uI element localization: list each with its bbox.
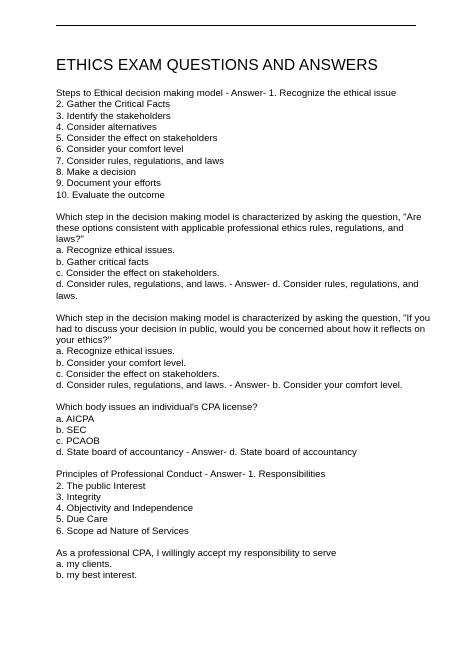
text-line: your ethics?" xyxy=(56,335,112,347)
text-line: a. Recognize ethical issues. xyxy=(56,346,175,358)
text-line: 7. Consider rules, regulations, and laws xyxy=(56,155,224,167)
document-title: ETHICS EXAM QUESTIONS AND ANSWERS xyxy=(56,57,378,74)
text-line: 3. Identify the stakeholders xyxy=(56,110,171,122)
text-line: c. Consider the effect on stakeholders. xyxy=(56,268,220,280)
text-line: b. Consider your comfort level. xyxy=(56,357,187,369)
text-line: laws. xyxy=(56,290,78,302)
text-line: Which step in the decision making model is characterized by asking the question, "Are xyxy=(56,211,422,223)
qa-block xyxy=(56,402,428,458)
text-line: 9. Document your efforts xyxy=(56,178,161,190)
text-line: 5. Consider the effect on stakeholders xyxy=(56,133,218,145)
text-line: As a professional CPA, I willingly accept my responsibility to serve xyxy=(56,547,337,559)
text-line: 8. Make a decision xyxy=(56,167,136,179)
text-line: 10. Evaluate the outcome xyxy=(56,189,165,201)
qa-block xyxy=(56,88,428,201)
document-body xyxy=(56,88,431,592)
text-line: a. Recognize ethical issues. xyxy=(56,245,175,257)
text-line: Which body issues an individual's CPA license? xyxy=(56,402,258,414)
text-line: Principles of Professional Conduct - Answer- 1. Responsibilities xyxy=(56,469,326,481)
text-line: b. Gather critical facts xyxy=(56,256,149,268)
text-line: 6. Scope ad Nature of Services xyxy=(56,525,189,537)
text-line: 3. Integrity xyxy=(56,491,101,503)
text-line: a. my clients. xyxy=(56,558,112,570)
text-line: 5. Due Care xyxy=(56,514,108,526)
text-line: a. AICPA xyxy=(56,413,95,425)
text-line: b. SEC xyxy=(56,424,87,436)
text-line: Steps to Ethical decision making model - Answer- 1. Recognize the ethical issue xyxy=(56,88,397,99)
text-line: 2. Gather the Critical Facts xyxy=(56,99,171,111)
text-line: d. Consider rules, regulations, and laws. - Answer- d. Consider rules, regulations, and xyxy=(56,279,419,291)
text-line: had to discuss your decision in public, would you be concerned about how it reflects on xyxy=(56,323,426,335)
text-line: 6. Consider your comfort level xyxy=(56,144,184,156)
text-line: c. PCAOB xyxy=(56,436,100,448)
text-line: Which step in the decision making model is characterized by asking the question, "If you xyxy=(56,312,431,324)
text-line: d. Consider rules, regulations, and laws. - Answer- b. Consider your comfort level. xyxy=(56,380,403,392)
qa-block xyxy=(56,469,428,537)
text-line: 4. Objectivity and Independence xyxy=(56,503,194,515)
text-line: c. Consider the effect on stakeholders. xyxy=(56,369,220,381)
qa-block xyxy=(56,312,431,392)
header-rule xyxy=(56,25,416,26)
qa-block xyxy=(56,212,428,302)
text-line: laws?" xyxy=(56,234,84,246)
qa-block xyxy=(56,548,428,582)
text-line: b. my best interest. xyxy=(56,570,138,582)
text-line: these options consistent with applicable professional ethics rules, regulations, and xyxy=(56,222,404,234)
text-line: d. State board of accountancy - Answer- d. State board of accountancy xyxy=(56,447,357,459)
text-line: 4. Consider alternatives xyxy=(56,121,157,133)
text-line: 2. The public Interest xyxy=(56,480,146,492)
